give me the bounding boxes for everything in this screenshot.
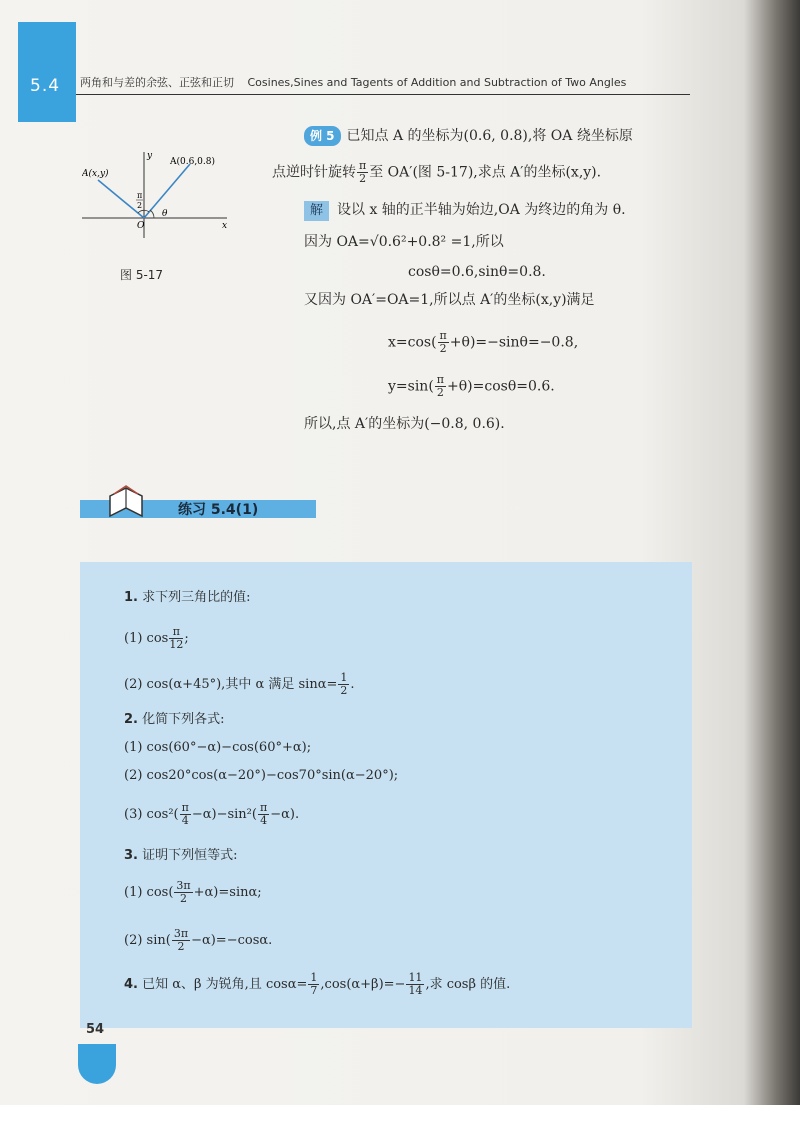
exercise-q1-1: (1) cos $\frac{\pi}{12}$ ;: [124, 625, 189, 651]
label-o: O: [137, 221, 145, 231]
exercise-q3: 3. 证明下列恒等式:: [124, 848, 238, 863]
frac-3pi-2: $\frac{3\pi}{2}$: [173, 927, 189, 953]
solution-line-3: cosθ=0.6,sinθ=0.8.: [408, 264, 546, 280]
example-text-1: 已知点 A 的坐标为(0.6, 0.8),将 OA 绕坐标原: [346, 128, 633, 144]
frac-pi-12: $\frac{\pi}{12}$: [169, 625, 184, 651]
header-rule: [76, 94, 690, 95]
figure-5-17: [82, 150, 232, 240]
running-header: [80, 74, 626, 90]
label-theta: θ: [162, 209, 168, 219]
exercise-q2: 2. 化简下列各式:: [124, 712, 225, 727]
label-x: x: [222, 221, 228, 231]
exercise-q2-3: (3) cos²( $\frac{\pi}{4}$ −α)−sin²( $\frac{\pi}{4}$ −α).: [124, 801, 300, 827]
label-a-prime: A(x,y): [82, 169, 109, 179]
page-bottom-margin: [0, 1105, 800, 1132]
solution-line-5: x=cos( $\frac{\pi}{2}$ +θ)=−sinθ=−0.8,: [388, 329, 579, 355]
page-number: 54: [86, 1022, 105, 1037]
example-line-2: [272, 160, 601, 185]
header-title-en: Cosines,Sines and Tagents of Addition and Subtraction of Two Angles: [247, 76, 627, 89]
solution-line-2: 因为 OA=√0.6²+0.8² =1,所以: [304, 234, 504, 250]
exercise-title: 练习 5.4(1): [178, 502, 259, 518]
solution-line-1: [304, 200, 626, 221]
book-icon: [106, 484, 146, 520]
frac-1-2: $\frac{1}{2}$: [340, 671, 348, 697]
solution-label: 解: [304, 201, 329, 221]
solution-text-1: 设以 x 轴的正半轴为始边,OA 为终边的角为 θ.: [337, 202, 626, 218]
exercise-q3-1: (1) cos( $\frac{3\pi}{2}$ +α)=sinα;: [124, 879, 262, 905]
label-y: y: [147, 151, 153, 161]
exercise-q3-2: (2) sin( $\frac{3\pi}{2}$ −α)=−cosα.: [124, 927, 273, 953]
label-a: A(0.6,0.8): [170, 157, 216, 167]
exercise-q2-1: (1) cos(60°−α)−cos(60°+α);: [124, 740, 312, 755]
example-line-1: [304, 126, 633, 146]
figure-caption: 图 5-17: [120, 268, 164, 282]
exercise-q1-2: (2) cos(α+45°),其中 α 满足 sinα= $\frac{1}{2}$ .: [124, 671, 355, 697]
section-number: 5.4: [30, 76, 61, 96]
frac-pi-2: $\frac{\pi}{2}$: [436, 373, 445, 399]
page-tab: [78, 1044, 116, 1084]
frac-1-7: $\frac{1}{7}$: [310, 971, 318, 997]
frac-pi-2: $\frac{\pi}{2}$: [439, 329, 447, 355]
label-pi: π: [137, 191, 143, 200]
solution-line-7: 所以,点 A′的坐标为(−0.8, 0.6).: [304, 416, 505, 432]
example-text-2a: 点逆时针旋转: [272, 164, 356, 181]
section-tab: [18, 22, 76, 122]
solution-line-6: y=sin( $\frac{\pi}{2}$ +θ)=cosθ=0.6.: [388, 373, 555, 399]
label-two: 2: [137, 201, 143, 210]
header-title-cn: 两角和与差的余弦、正弦和正切: [80, 76, 234, 89]
frac-11-14: $\frac{11}{14}$: [408, 971, 423, 997]
example-text-2b: 至 OA′(图 5-17),求点 A′的坐标(x,y).: [369, 164, 602, 181]
exercise-q2-2: (2) cos20°cos(α−20°)−cos70°sin(α−20°);: [124, 768, 399, 783]
solution-line-4: 又因为 OA′=OA=1,所以点 A′的坐标(x,y)满足: [304, 292, 595, 308]
exercise-q1: 1. 求下列三角比的值:: [124, 590, 251, 605]
frac-pi-4: $\frac{\pi}{4}$: [181, 801, 189, 827]
exercise-q4: 4. 已知 α、β 为锐角,且 cosα= $\frac{1}{7}$ ,cos(α+β)=− $\frac{11}{14}$ ,求 cosβ 的值.: [124, 971, 511, 997]
example-badge: 例 5: [304, 126, 341, 146]
frac-3pi-2: $\frac{3\pi}{2}$: [176, 879, 191, 905]
frac-pi-4: $\frac{\pi}{4}$: [259, 801, 268, 827]
frac-pi-2: $\frac{\pi}{2}$: [359, 159, 367, 185]
